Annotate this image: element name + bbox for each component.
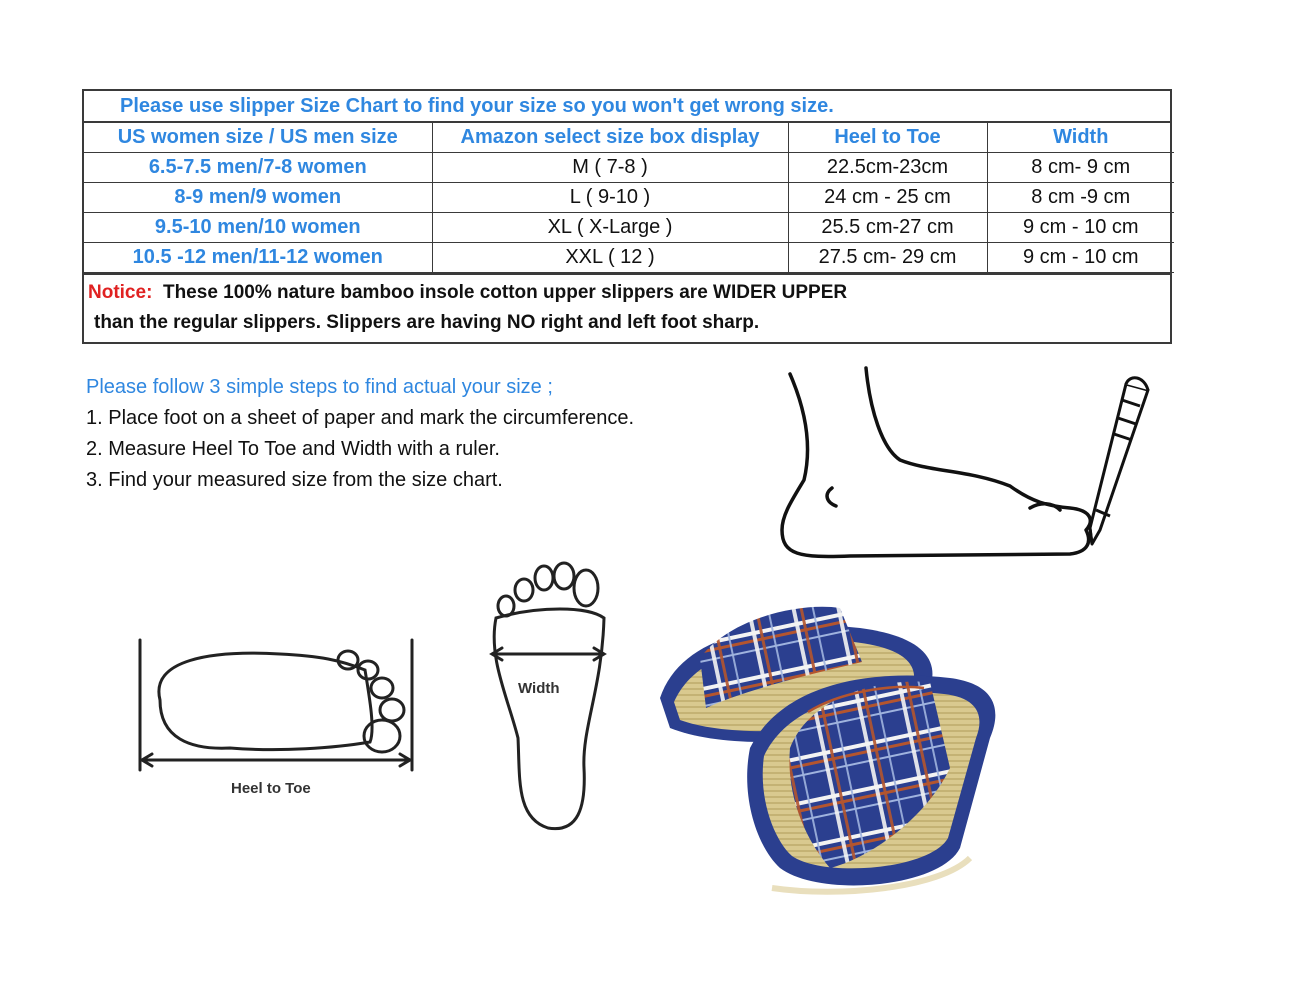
cell-us-size: 8-9 men/9 women [84,183,432,213]
size-chart-title: Please use slipper Size Chart to find your size so you won't get wrong size. [84,91,1170,123]
footprint-sole [494,609,604,829]
size-table [84,123,1174,273]
table-row [84,153,1174,183]
cell-width: 9 cm - 10 cm [987,213,1174,243]
header-width: Width [987,123,1174,153]
header-us-size: US women size / US men size [84,123,432,153]
width-label: Width [518,680,560,697]
footprint-width-illustration [478,548,618,838]
cell-us-size: 10.5 -12 men/11-12 women [84,243,432,273]
steps-intro: Please follow 3 simple steps to find actual your size ; [86,376,553,398]
step-2: 2. Measure Heel To Toe and Width with a ruler. [86,438,500,460]
step-3: 3. Find your measured size from the size chart. [86,469,503,491]
notice-line-1 [88,278,1170,308]
table-row [84,243,1174,273]
cell-us-size: 6.5-7.5 men/7-8 women [84,153,432,183]
header-amazon-size: Amazon select size box display [432,123,788,153]
notice-box [84,273,1170,342]
cell-amazon-size: XL ( X-Large ) [432,213,788,243]
cell-amazon-size: XXL ( 12 ) [432,243,788,273]
toe-nail [1030,504,1060,510]
ankle-mark [827,488,836,506]
footprint-outline [159,653,372,749]
cell-heel-to-toe: 22.5cm-23cm [788,153,987,183]
table-row [84,183,1174,213]
notice-label: Notice: [88,282,153,303]
cell-amazon-size: M ( 7-8 ) [432,153,788,183]
cell-us-size: 9.5-10 men/10 women [84,213,432,243]
heel-to-toe-label: Heel to Toe [231,780,311,797]
footprint-heel-to-toe-illustration [130,630,430,800]
measuring-steps [86,372,634,496]
cell-heel-to-toe: 24 cm - 25 cm [788,183,987,213]
size-table-header-row [84,123,1174,153]
notice-text-2: than the regular slippers. Slippers are having NO right and left foot sharp. [94,312,760,333]
notice-text-1: These 100% nature bamboo insole cotton upper slippers are WIDER UPPER [162,282,848,303]
pencil-icon [1090,378,1148,544]
cell-width: 9 cm - 10 cm [987,243,1174,273]
foot-tracing-illustration [770,360,1170,570]
cell-heel-to-toe: 25.5 cm-27 cm [788,213,987,243]
foot-outline [782,368,1090,557]
table-row [84,213,1174,243]
header-heel-to-toe: Heel to Toe [788,123,987,153]
cell-width: 8 cm -9 cm [987,183,1174,213]
cell-width: 8 cm- 9 cm [987,153,1174,183]
slipper-product-image [640,598,1000,898]
cell-heel-to-toe: 27.5 cm- 29 cm [788,243,987,273]
size-chart [82,89,1172,344]
cell-amazon-size: L ( 9-10 ) [432,183,788,213]
step-1: 1. Place foot on a sheet of paper and mark the circumference. [86,407,635,429]
